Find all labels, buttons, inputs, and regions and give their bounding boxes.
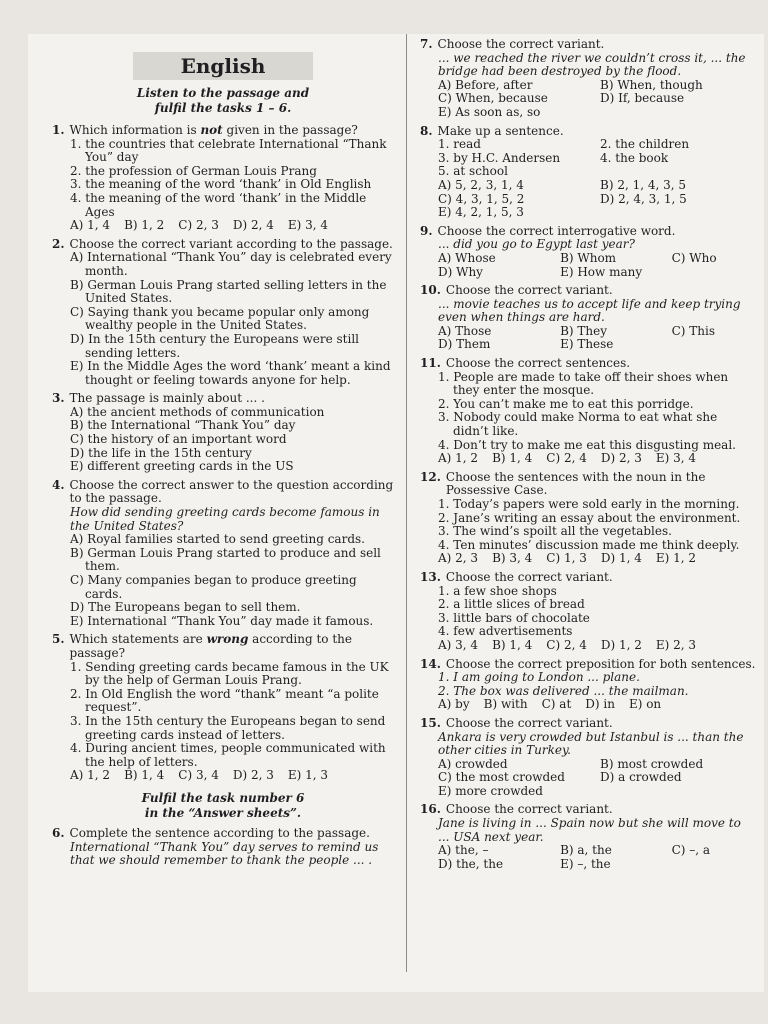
answer-options (438, 252, 756, 279)
answer-option-a[interactable]: A) Before, after (438, 77, 533, 92)
answer-options (70, 769, 394, 783)
list-item: 2. the children (600, 137, 690, 152)
question-stem: Choose the correct variant. (445, 715, 613, 730)
word-list (438, 138, 756, 179)
list-item: 2. You can’t make me to eat this porridge. (438, 396, 694, 411)
section-note-line-1: Fulfil the task number 6 (141, 790, 305, 805)
question-text: Jane is living in ... Spain now but she will move to ... USA next year. (438, 816, 741, 844)
question-text: How did sending greeting cards become famous in the United States? (70, 505, 380, 533)
answer-options (438, 698, 756, 712)
answer-option-b[interactable]: B) with (483, 697, 528, 712)
question-number: 10. (420, 283, 441, 298)
answer-option-d[interactable]: D) If, because (600, 91, 685, 106)
question-4 (52, 479, 394, 629)
question-text: ... movie teaches us to accept life and keep trying even when things are hard. (438, 296, 741, 325)
answer-option-c[interactable]: C) This (671, 323, 715, 338)
answer-option-d[interactable]: D) Why (438, 264, 483, 279)
question-stem: Choose the correct variant. (445, 569, 613, 584)
question-stem: Choose the sentences with the noun in the Possessive Case. (445, 469, 706, 498)
question-stem: Choose the correct variant. (437, 37, 605, 51)
answer-option-d[interactable]: D) 1, 4 (600, 551, 642, 566)
answer-option-b[interactable]: B) German Louis Prang started to produce and sell them. (70, 545, 381, 574)
answer-option-a[interactable]: A) crowded (438, 756, 508, 771)
answer-option-e[interactable]: E) 2, 3 (655, 637, 697, 652)
instructions-line-2: fulfil the tasks 1 – 6. (154, 101, 292, 115)
instructions-line-1: Listen to the passage and (136, 86, 310, 100)
question-3 (52, 392, 394, 474)
list-item: 3. The wind’s spoilt all the vegetables. (438, 524, 672, 539)
answer-option-c[interactable]: C) Saying thank you became popular only among wealthy people in the United States. (70, 304, 370, 333)
question-stem: Which information is not given in the passage? (69, 123, 358, 137)
answer-option-b[interactable]: B) They (560, 323, 607, 338)
question-number: 5. (52, 632, 65, 647)
answer-options (438, 758, 756, 799)
question-stem: Choose the correct variant. (445, 802, 613, 817)
answer-option-d[interactable]: D) Them (438, 337, 491, 352)
answer-option-e[interactable]: E) In the Middle Ages the word ‘thank’ meant a kind thought or feeling towards anyone for help. (70, 359, 391, 387)
answer-option-c[interactable]: C) 1, 3 (546, 551, 587, 566)
question-stem: Choose the correct answer to the question according to the passage. (69, 477, 394, 506)
answer-option-c[interactable]: C) When, because (438, 91, 548, 106)
answer-option-c[interactable]: C) Who (671, 250, 717, 265)
question-9 (420, 225, 756, 279)
answer-option-a[interactable]: A) 3, 4 (438, 637, 479, 652)
list-item: 3. the meaning of the word ‘thank’ in Old English (70, 177, 372, 192)
list-item: 2. Jane’s writing an essay about the environment. (438, 510, 741, 525)
answer-option-b[interactable]: B) 1, 4 (492, 451, 533, 466)
answer-option-a[interactable]: A) 1, 2 (70, 768, 111, 783)
answer-option-b[interactable]: B) German Louis Prang started selling letters in the United States. (70, 277, 387, 306)
question-stem: The passage is mainly about ... . (69, 391, 265, 406)
question-1 (52, 124, 394, 233)
answer-option-e[interactable]: E) International “Thank You” day made it famous. (70, 613, 374, 628)
list-item: 1. read (438, 137, 481, 152)
question-stem: Choose the correct preposition for both sentences. (445, 656, 756, 671)
left-column (28, 34, 406, 992)
question-number: 3. (52, 391, 65, 406)
list-item: 2. The box was delivered ... the mailman. (438, 683, 689, 698)
answer-option-c[interactable]: C) 4, 3, 1, 5, 2 (438, 191, 525, 206)
list-item: 4. Don’t try to make me eat this disgusting meal. (438, 437, 736, 452)
question-stem: Choose the correct variant according to the passage. (69, 236, 393, 251)
question-number: 13. (420, 569, 441, 584)
answer-option-a[interactable]: A) 5, 2, 3, 1, 4 (438, 177, 524, 192)
answer-option-c[interactable]: C) the most crowded (438, 770, 565, 785)
list-item: 3. by H.C. Andersen (438, 150, 561, 165)
list-item: 3. little bars of chocolate (438, 610, 590, 625)
question-13 (420, 571, 756, 653)
answer-option-d[interactable]: D) 2, 3 (600, 451, 642, 466)
answer-option-d[interactable]: D) In the 15th century the Europeans were still sending letters. (70, 331, 360, 360)
list-item: 4. the book (600, 150, 669, 165)
list-item: 5. at school (438, 164, 508, 179)
question-11 (420, 357, 756, 466)
question-number: 15. (420, 715, 441, 730)
page-title: English (133, 52, 313, 80)
list-item: 4. During ancient times, people communicated with the help of letters. (70, 741, 386, 769)
question-number: 16. (420, 802, 441, 817)
answer-options (438, 639, 756, 653)
test-sheet (28, 34, 764, 992)
question-text: ... did you go to Egypt last year? (438, 237, 635, 252)
answer-option-a[interactable]: A) 1, 4 (70, 218, 111, 233)
answer-option-a[interactable]: A) the ancient methods of communication (70, 404, 325, 419)
answer-option-b[interactable]: B) 1, 4 (124, 768, 165, 783)
answer-option-e[interactable]: E) 1, 2 (655, 551, 697, 566)
answer-option-e[interactable]: E) on (628, 697, 662, 712)
answer-option-b[interactable]: B) a, the (560, 843, 612, 858)
answer-option-b[interactable]: B) 3, 4 (492, 551, 533, 566)
list-item: 2. a little slices of bread (438, 597, 585, 612)
list-item: 1. a few shoe shops (438, 583, 557, 598)
list-item: 1. the countries that celebrate International “Thank You” day (70, 136, 387, 165)
list-item: 1. I am going to London ... plane. (438, 670, 640, 685)
question-2 (52, 238, 394, 388)
answer-option-a[interactable]: A) 1, 2 (438, 451, 479, 466)
list-item: 1. People are made to take off their shoes when they enter the mosque. (438, 369, 729, 398)
list-item: 4. the meaning of the word ‘thank’ in the Middle Ages (70, 190, 367, 219)
question-number: 8. (420, 123, 433, 138)
question-stem: Make up a sentence. (437, 123, 564, 138)
list-item: 2. In Old English the word “thank” meant “a polite request”. (70, 686, 379, 715)
question-stem: Complete the sentence according to the passage. (69, 825, 370, 840)
instructions (52, 86, 394, 116)
list-item: 1. Sending greeting cards became famous in the UK by the help of German Louis Prang. (70, 659, 389, 688)
answer-option-e[interactable]: E) As soon as, so (438, 104, 541, 119)
question-number: 14. (420, 656, 441, 671)
answer-option-c[interactable]: C) at (541, 697, 572, 712)
question-text: International “Thank You” day serves to remind us that we should remember to thank the people ... . (70, 839, 379, 868)
right-column (406, 34, 764, 992)
answer-option-b[interactable]: B) most crowded (600, 756, 704, 771)
list-item: 2. the profession of German Louis Prang (70, 163, 317, 178)
answer-option-e[interactable]: E) –, the (560, 856, 611, 871)
answer-option-b[interactable]: B) the International “Thank You” day (70, 418, 296, 433)
list-item: 1. Today’s papers were sold early in the morning. (438, 497, 740, 511)
answer-option-a[interactable]: A) Whose (438, 250, 496, 265)
answer-option-c[interactable]: C) Many companies began to produce greeting cards. (70, 573, 357, 601)
answer-option-d[interactable]: D) 2, 3 (232, 768, 274, 783)
answer-option-b[interactable]: B) Whom (560, 250, 617, 265)
answer-option-e[interactable]: E) 1, 3 (287, 768, 329, 783)
answer-option-c[interactable]: C) the history of an important word (70, 432, 287, 447)
question-stem: Choose the correct sentences. (445, 356, 631, 371)
answer-option-e[interactable]: E) more crowded (438, 783, 543, 798)
answer-option-e[interactable]: E) 3, 4 (287, 218, 329, 233)
answer-options (438, 179, 756, 220)
answer-option-e[interactable]: E) 3, 4 (655, 451, 697, 466)
question-14 (420, 658, 756, 712)
answer-option-e[interactable]: E) different greeting cards in the US (70, 459, 294, 474)
answer-option-d[interactable]: D) 1, 2 (600, 637, 642, 652)
answer-option-b[interactable]: B) 2, 1, 4, 3, 5 (600, 177, 687, 192)
question-number: 12. (420, 469, 441, 484)
answer-option-a[interactable]: A) 2, 3 (438, 551, 479, 566)
answer-options (438, 844, 756, 871)
answer-option-d[interactable]: D) 2, 4 (232, 218, 274, 233)
answer-options (438, 79, 756, 120)
answer-options (438, 552, 756, 566)
answer-option-c[interactable]: C) 3, 4 (178, 768, 219, 783)
question-16 (420, 803, 756, 871)
question-number: 11. (420, 356, 441, 371)
question-number: 2. (52, 236, 65, 251)
answer-option-a[interactable]: A) International “Thank You” day is celebrated every month. (70, 250, 392, 278)
answer-option-d[interactable]: D) in (585, 697, 615, 712)
question-7 (420, 38, 756, 120)
answer-option-c[interactable]: C) 2, 4 (546, 637, 587, 652)
answer-option-e[interactable]: E) 4, 2, 1, 5, 3 (438, 205, 524, 220)
list-item: 4. few advertisements (438, 624, 573, 639)
answer-option-b[interactable]: B) 1, 2 (124, 218, 165, 233)
question-5 (52, 633, 394, 783)
answer-option-a[interactable]: A) by (438, 697, 470, 712)
question-number: 9. (420, 223, 433, 238)
list-item: 4. Ten minutes’ discussion made me think deeply. (438, 537, 740, 552)
answer-option-d[interactable]: D) 2, 4, 3, 1, 5 (600, 191, 687, 206)
answer-option-b[interactable]: B) 1, 4 (492, 637, 533, 652)
answer-options (438, 325, 756, 352)
question-6 (52, 827, 394, 868)
section-note (52, 791, 394, 821)
question-number: 7. (420, 37, 433, 51)
question-15 (420, 717, 756, 799)
answer-option-d[interactable]: D) the, the (438, 856, 504, 871)
answer-option-e[interactable]: E) These (560, 337, 614, 352)
question-text: ... we reached the river we couldn’t cross it, ... the bridge had been destroyed by the flood. (438, 50, 746, 79)
question-8 (420, 125, 756, 220)
answer-option-d[interactable]: D) the life in the 15th century (70, 445, 252, 460)
answer-options (70, 219, 394, 233)
question-text: Ankara is very crowded but Istanbul is ... than the other cities in Turkey. (438, 729, 744, 758)
question-stem: Choose the correct variant. (445, 283, 613, 298)
answer-option-d[interactable]: D) The Europeans began to sell them. (70, 600, 301, 615)
answer-option-a[interactable]: A) Those (438, 323, 492, 338)
question-stem: Which statements are wrong according to the passage? (69, 632, 352, 660)
question-10 (420, 284, 756, 352)
question-stem: Choose the correct interrogative word. (437, 223, 676, 238)
answer-option-c[interactable]: C) 2, 4 (546, 451, 587, 466)
question-number: 6. (52, 825, 65, 840)
answer-option-d[interactable]: D) a crowded (600, 770, 682, 785)
answer-option-a[interactable]: A) the, – (438, 843, 489, 858)
list-item: 3. Nobody could make Norma to eat what she didn’t like. (438, 410, 718, 439)
list-item: 3. In the 15th century the Europeans began to send greeting cards instead of letters. (70, 713, 386, 742)
question-number: 1. (52, 123, 65, 137)
answer-options (438, 452, 756, 466)
answer-option-b[interactable]: B) When, though (600, 77, 703, 92)
answer-option-c[interactable]: C) 2, 3 (178, 218, 219, 233)
answer-option-a[interactable]: A) Royal families started to send greeting cards. (70, 532, 365, 547)
question-number: 4. (52, 477, 65, 492)
section-note-line-2: in the “Answer sheets”. (144, 805, 302, 820)
answer-option-e[interactable]: E) How many (560, 264, 643, 279)
question-12 (420, 471, 756, 566)
answer-option-c[interactable]: C) –, a (671, 843, 711, 858)
